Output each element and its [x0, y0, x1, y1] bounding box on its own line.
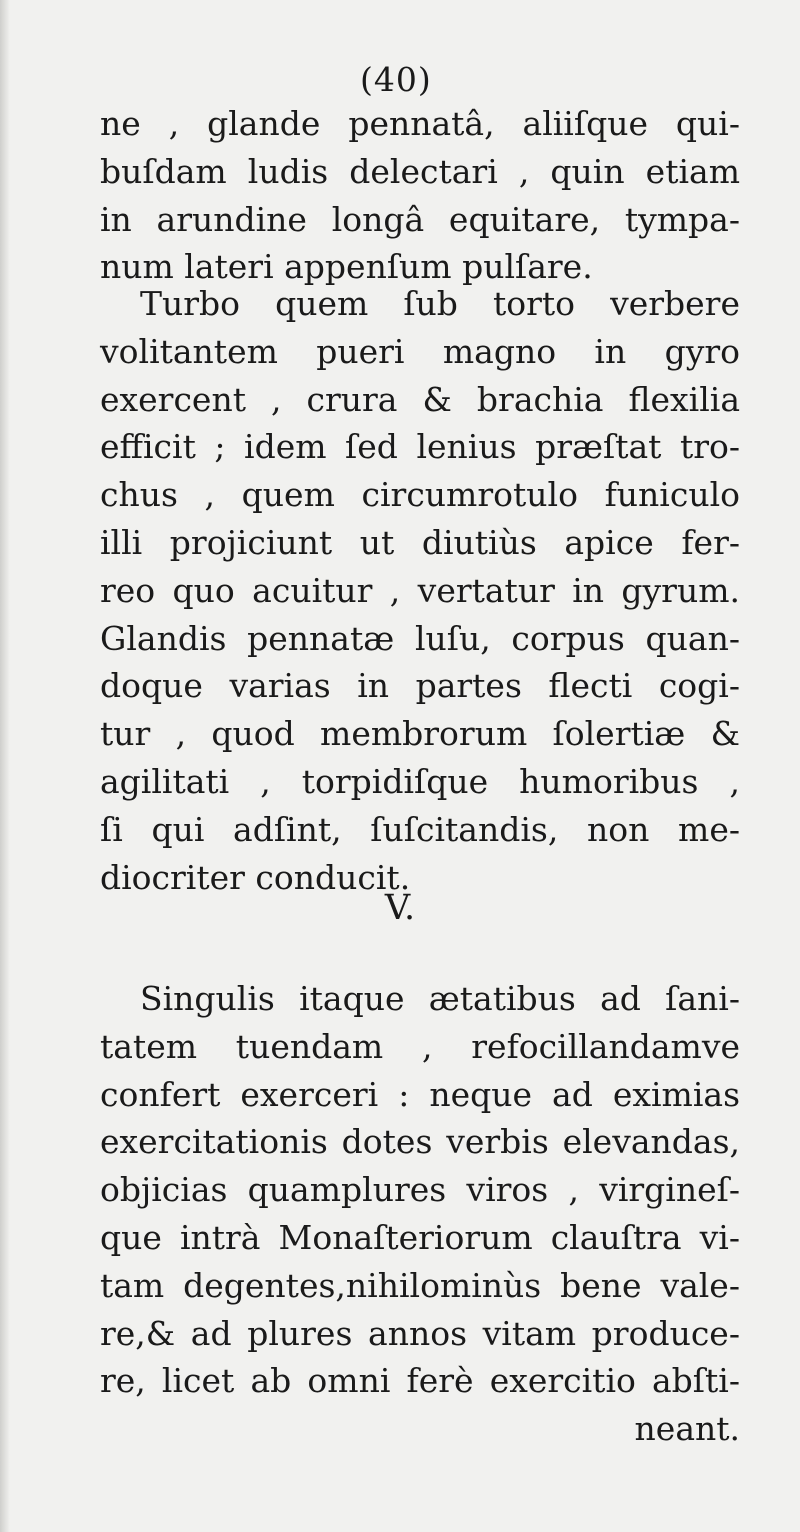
text-line: Glandis pennatæ luſu, corpus quan-	[100, 618, 740, 658]
text-line: neant.	[634, 1409, 740, 1449]
text-line: exercent , crura & brachia flexilia	[100, 379, 740, 419]
text-line: buſdam ludis delectari , quin etiam	[100, 151, 740, 191]
paragraph-3	[100, 975, 740, 1453]
text-line: objicias quamplures viros , virgineſ-	[100, 1170, 740, 1210]
text-line: doque varias in partes flecti cogi-	[100, 666, 740, 706]
text-line: in arundine longâ equitare, tympa-	[100, 199, 740, 239]
text-line: volitantem pueri magno in gyro	[100, 331, 740, 371]
paragraph-1	[100, 100, 740, 291]
text-line: exercitationis dotes verbis elevandas,	[100, 1122, 740, 1162]
text-line: Turbo quem ſub torto verbere	[140, 284, 740, 323]
text-line: diocriter conducit.	[100, 857, 411, 897]
text-line: num lateri appenſum pulſare.	[100, 247, 593, 287]
text-line: efficit ; idem ſed lenius præſtat tro-	[100, 427, 740, 467]
text-line: Singulis itaque ætatibus ad ſani-	[140, 979, 740, 1018]
text-line: confert exerceri : neque ad eximias	[100, 1074, 740, 1114]
text-line: reo quo acuitur , vertatur in gyrum.	[100, 570, 740, 610]
text-line: tatem tuendam , refocillandamve	[100, 1026, 740, 1066]
text-line: tur , quod membrorum ſolertiæ &	[100, 714, 740, 754]
text-line: ne , glande pennatâ, aliiſque qui-	[100, 104, 740, 143]
text-line: que intrà Monaſteriorum clauſtra vi-	[100, 1217, 740, 1257]
text-line: re, licet ab omni ferè exercitio abſti-	[100, 1361, 740, 1401]
text-line: illi projiciunt ut diutiùs apice fer-	[100, 522, 740, 562]
text-line: re,& ad plures annos vitam produce-	[100, 1313, 740, 1353]
page-gutter-shadow	[0, 0, 10, 1532]
text-line: ſi qui adſint, ſuſcitandis, non me-	[100, 809, 740, 849]
text-line: tam degentes,nihilominùs bene vale-	[100, 1265, 740, 1305]
page-number: (40)	[360, 60, 432, 99]
section-heading: V.	[384, 888, 416, 928]
text-line: chus , quem circumrotulo funiculo	[100, 475, 740, 515]
text-line: agilitati , torpidiſque humoribus ,	[100, 761, 740, 801]
paragraph-2	[100, 280, 740, 901]
